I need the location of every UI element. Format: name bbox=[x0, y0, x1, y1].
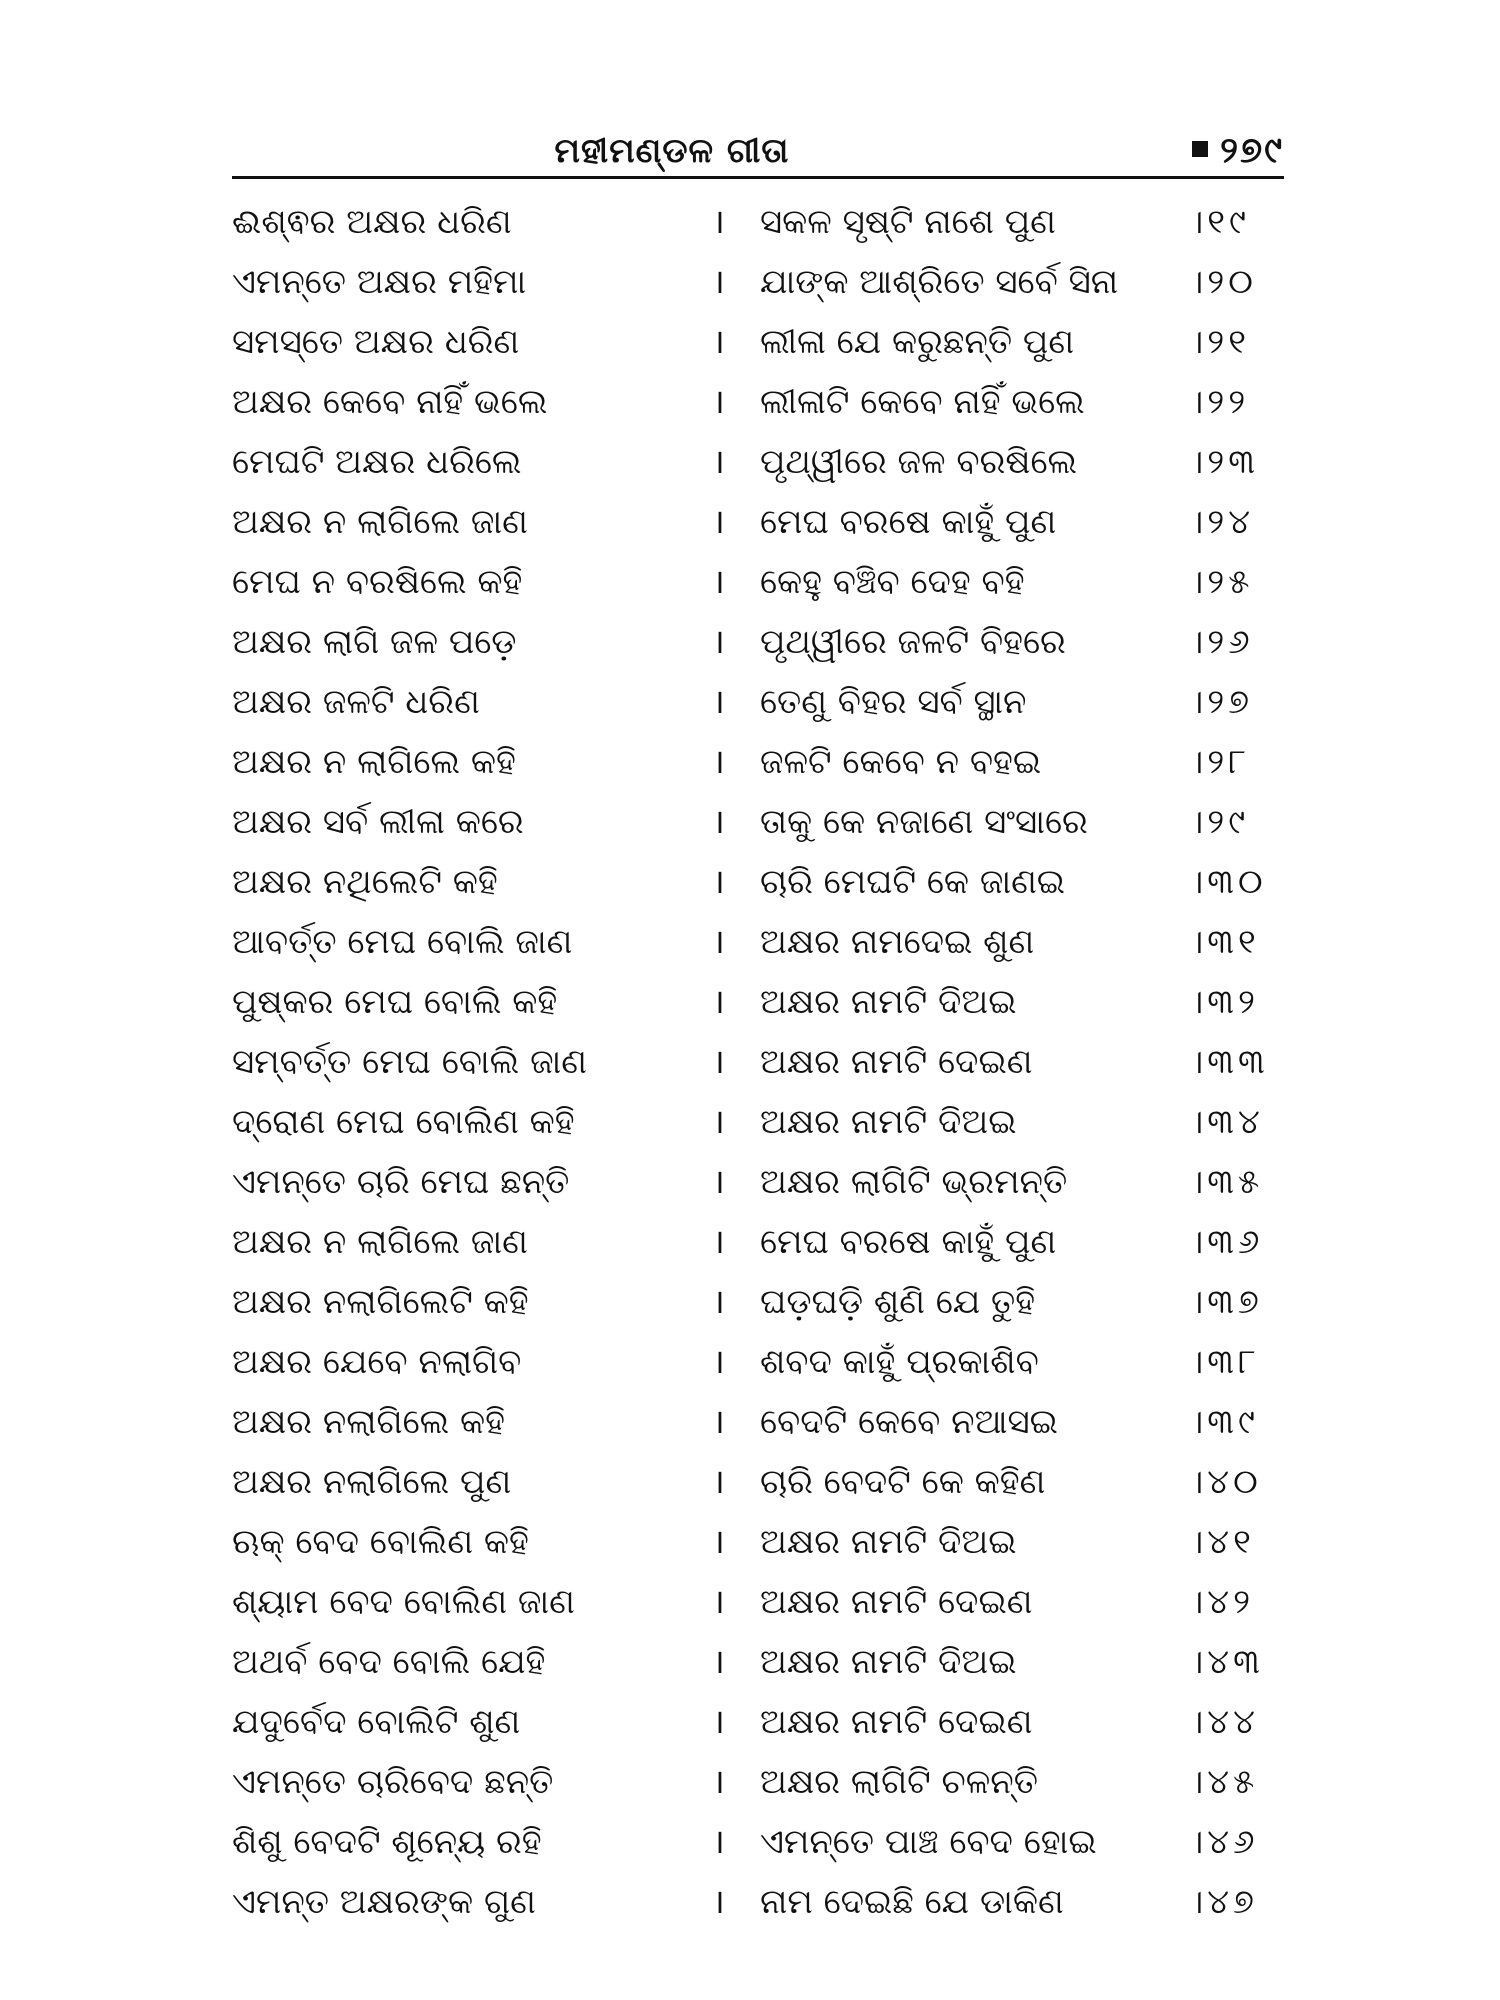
verse-number: ।୩୬ bbox=[1188, 1222, 1264, 1262]
page-header bbox=[232, 125, 1284, 177]
verse-first-half: ଅକ୍ଷର ନଥିଲେଟି କହି bbox=[232, 862, 498, 902]
verse-separator: । bbox=[712, 1702, 725, 1742]
verse-separator: । bbox=[712, 442, 725, 482]
verse-second-half: ତାକୁ କେ ନଜାଣେ ସଂସାରେ bbox=[760, 802, 1088, 842]
verse-second-half: ଘଡ଼ଘଡ଼ି ଶୁଣି ଯେ ତୁହି bbox=[760, 1282, 1036, 1322]
verse-row bbox=[0, 252, 1500, 312]
verse-first-half: ଅକ୍ଷର ନ ଲାଗିଲେ ଜାଣ bbox=[232, 1222, 528, 1262]
verse-separator: । bbox=[712, 1882, 725, 1922]
verse-second-half: ଚାରି ବେଦଟି କେ କହିଣ bbox=[760, 1462, 1046, 1502]
verse-separator: । bbox=[712, 1042, 725, 1082]
verse-separator: । bbox=[712, 262, 725, 302]
verse-list bbox=[0, 192, 1500, 1932]
verse-separator: । bbox=[712, 1222, 725, 1262]
verse-first-half: ମେଘଟି ଅକ୍ଷର ଧରିଲେ bbox=[232, 442, 522, 482]
verse-number: ।୪୪ bbox=[1188, 1702, 1259, 1742]
verse-row bbox=[0, 612, 1500, 672]
verse-row bbox=[0, 1092, 1500, 1152]
verse-row bbox=[0, 1392, 1500, 1452]
verse-row bbox=[0, 1032, 1500, 1092]
verse-second-half: ଅକ୍ଷର ନାମଟି ଦିଅଇ bbox=[760, 1522, 1017, 1562]
verse-separator: । bbox=[712, 562, 725, 602]
verse-separator: । bbox=[712, 1462, 725, 1502]
verse-second-half: ଶବଦ କାହୁଁ ପ୍ରକାଶିବ bbox=[760, 1342, 1039, 1382]
verse-second-half: ଚାରି ମେଘଟି କେ ଜାଣଇ bbox=[760, 862, 1066, 902]
verse-number: ।୩୯ bbox=[1188, 1402, 1259, 1442]
verse-first-half: ସମସ୍ତେ ଅକ୍ଷର ଧରିଣ bbox=[232, 322, 520, 362]
verse-number: ।୨୪ bbox=[1188, 502, 1255, 542]
verse-separator: । bbox=[712, 382, 725, 422]
verse-separator: । bbox=[712, 622, 725, 662]
verse-first-half: ଏମନ୍ତେ ଅକ୍ଷର ମହିମା bbox=[232, 262, 527, 302]
verse-first-half: ଦ୍ରୋଣ ମେଘ ବୋଲିଣ କହି bbox=[232, 1102, 575, 1142]
verse-separator: । bbox=[712, 1402, 725, 1442]
verse-row bbox=[0, 1332, 1500, 1392]
verse-separator: । bbox=[712, 1102, 725, 1142]
verse-first-half: ଏମନ୍ତ ଅକ୍ଷରଙ୍କ ଗୁଣ bbox=[232, 1882, 536, 1922]
verse-second-half: ଅକ୍ଷର ନାମଟି ଦିଅଇ bbox=[760, 1642, 1017, 1682]
verse-second-half: ପୃଥ୍ୱୀରେ ଜଳ ବରଷିଲେ bbox=[760, 442, 1078, 482]
verse-number: ।୨୮ bbox=[1188, 742, 1250, 782]
verse-second-half: ଅକ୍ଷର ନାମଦେଇ ଶୁଣ bbox=[760, 922, 1035, 962]
verse-number: ।୩୦ bbox=[1188, 862, 1267, 902]
verse-second-half: ସକଳ ସୃଷ୍ଟି ନାଶେ ପୁଣ bbox=[760, 202, 1056, 242]
verse-number: ।୪୬ bbox=[1188, 1822, 1259, 1862]
verse-second-half: ଅକ୍ଷର ଲାଗିଟି ଚଳନ୍ତି bbox=[760, 1762, 1038, 1802]
verse-separator: । bbox=[712, 1642, 725, 1682]
square-bullet-icon bbox=[1192, 141, 1208, 157]
header-rule bbox=[232, 176, 1284, 179]
verse-number: ।୨୯ bbox=[1188, 802, 1250, 842]
verse-number: ।୨୫ bbox=[1188, 562, 1254, 602]
verse-first-half: ଅକ୍ଷର ନ ଲାଗିଲେ ଜାଣ bbox=[232, 502, 528, 542]
verse-first-half: ଅକ୍ଷର ଜଳଟି ଧରିଣ bbox=[232, 682, 480, 722]
verse-number: ।୪୦ bbox=[1188, 1462, 1262, 1502]
verse-first-half: ମେଘ ନ ବରଷିଲେ କହି bbox=[232, 562, 523, 602]
verse-row bbox=[0, 972, 1500, 1032]
verse-first-half: ଅକ୍ଷର ନଲାଗିଲେ ପୁଣ bbox=[232, 1462, 512, 1502]
verse-row bbox=[0, 1452, 1500, 1512]
page-number bbox=[1192, 125, 1284, 177]
verse-row bbox=[0, 732, 1500, 792]
verse-second-half: ଅକ୍ଷର ନାମଟି ଦିଅଇ bbox=[760, 1102, 1017, 1142]
verse-separator: । bbox=[712, 682, 725, 722]
verse-first-half: ଅକ୍ଷର କେବେ ନାହିଁ ଭଲେ bbox=[232, 382, 548, 422]
verse-number: ।୨୬ bbox=[1188, 622, 1254, 662]
verse-separator: । bbox=[712, 1522, 725, 1562]
verse-first-half: ଅକ୍ଷର ସର୍ବ ଲୀଳା କରେ bbox=[232, 802, 524, 842]
verse-second-half: ଲୀଳା ଯେ କରୁଛନ୍ତି ପୁଣ bbox=[760, 322, 1075, 362]
verse-row bbox=[0, 492, 1500, 552]
verse-row bbox=[0, 1872, 1500, 1932]
verse-second-half: ଅକ୍ଷର ନାମଟି ଦେଇଣ bbox=[760, 1582, 1033, 1622]
verse-number: ।୨୩ bbox=[1188, 442, 1259, 482]
verse-row bbox=[0, 1152, 1500, 1212]
verse-number: ।୩୭ bbox=[1188, 1282, 1263, 1322]
verse-number: ।୩୨ bbox=[1188, 982, 1259, 1022]
verse-number: ।୪୩ bbox=[1188, 1642, 1264, 1682]
verse-first-half: ଆବର୍ତ୍ତ ମେଘ ବୋଲି ଜାଣ bbox=[232, 922, 573, 962]
verse-second-half: ମେଘ ବରଷେ କାହୁଁ ପୁଣ bbox=[760, 502, 1057, 542]
book-title: ମହୀମଣ୍ଡଳ ଗୀତା bbox=[554, 131, 790, 171]
verse-second-half: ଅକ୍ଷର ଲାଗିଟି ଭ୍ରମନ୍ତି bbox=[760, 1162, 1068, 1202]
verse-second-half: ପୃଥ୍ୱୀରେ ଜଳଟି ବିହରେ bbox=[760, 622, 1066, 662]
verse-row bbox=[0, 1212, 1500, 1272]
verse-first-half: ଅଥର୍ବ ବେଦ ବୋଲି ଯେହି bbox=[232, 1642, 546, 1682]
verse-row bbox=[0, 672, 1500, 732]
verse-row bbox=[0, 432, 1500, 492]
verse-separator: । bbox=[712, 202, 725, 242]
verse-separator: । bbox=[712, 1822, 725, 1862]
verse-row bbox=[0, 792, 1500, 852]
verse-row bbox=[0, 852, 1500, 912]
verse-separator: । bbox=[712, 1582, 725, 1622]
verse-row bbox=[0, 1272, 1500, 1332]
verse-first-half: ଏମନ୍ତେ ଚାରିବେଦ ଛନ୍ତି bbox=[232, 1762, 554, 1802]
verse-row bbox=[0, 1692, 1500, 1752]
verse-row bbox=[0, 372, 1500, 432]
verse-number: ।୩୪ bbox=[1188, 1102, 1264, 1142]
verse-second-half: କେହୁ ବଞ୍ଚିବ ଦେହ ବହି bbox=[760, 562, 1025, 602]
verse-separator: । bbox=[712, 1162, 725, 1202]
verse-first-half: ଅକ୍ଷର ନ ଲାଗିଲେ କହି bbox=[232, 742, 516, 782]
verse-number: ।୪୫ bbox=[1188, 1762, 1259, 1802]
verse-separator: । bbox=[712, 1762, 725, 1802]
verse-second-half: ଅକ୍ଷର ନାମଟି ଦେଇଣ bbox=[760, 1042, 1033, 1082]
verse-number: ।୩୧ bbox=[1188, 922, 1260, 962]
verse-first-half: ଅକ୍ଷର ଲାଗି ଜଳ ପଡ଼େ bbox=[232, 622, 517, 662]
verse-number: ।୨୧ bbox=[1188, 322, 1250, 362]
verse-row bbox=[0, 1512, 1500, 1572]
verse-first-half: ଯଦୁର୍ବେଦ ବୋଲିଟି ଶୁଣ bbox=[232, 1702, 521, 1742]
verse-number: ।୧୯ bbox=[1188, 202, 1250, 242]
verse-first-half: ଶ୍ୟାମ ବେଦ ବୋଲିଣ ଜାଣ bbox=[232, 1582, 575, 1622]
verse-row bbox=[0, 192, 1500, 252]
verse-separator: । bbox=[712, 502, 725, 542]
verse-first-half: ପୁଷ୍କର ମେଘ ବୋଲି କହି bbox=[232, 982, 558, 1022]
verse-row bbox=[0, 312, 1500, 372]
verse-second-half: ଅକ୍ଷର ନାମଟି ଦିଅଇ bbox=[760, 982, 1017, 1022]
verse-first-half: ଶିଶୁ ବେଦଟି ଶୂନ୍ୟେ ରହି bbox=[232, 1822, 542, 1862]
verse-first-half: ଏମନ୍ତେ ଚାରି ମେଘ ଛନ୍ତି bbox=[232, 1162, 570, 1202]
verse-number: ।୨୭ bbox=[1188, 682, 1254, 722]
verse-second-half: ନାମ ଦେଇଛି ଯେ ଡାକିଣ bbox=[760, 1882, 1064, 1922]
verse-second-half: ଲୀଳାଟି କେବେ ନାହିଁ ଭଲେ bbox=[760, 382, 1085, 422]
verse-second-half: ଜଳଟି କେବେ ନ ବହଇ bbox=[760, 742, 1042, 782]
verse-number: ।୨୦ bbox=[1188, 262, 1257, 302]
verse-separator: । bbox=[712, 1282, 725, 1322]
verse-second-half: ଯାଙ୍କ ଆଶ୍ରିତେ ସର୍ବେ ସିନା bbox=[760, 262, 1119, 302]
verse-number: ।୨୨ bbox=[1188, 382, 1250, 422]
page-number-text: ୨୭୯ bbox=[1220, 130, 1284, 171]
verse-number: ।୩୮ bbox=[1188, 1342, 1260, 1382]
verse-separator: । bbox=[712, 862, 725, 902]
verse-row bbox=[0, 1632, 1500, 1692]
verse-second-half: ତେଣୁ ବିହର ସର୍ବ ସ୍ଥାନ bbox=[760, 682, 1027, 722]
verse-row bbox=[0, 552, 1500, 612]
verse-separator: । bbox=[712, 1342, 725, 1382]
verse-first-half: ଅକ୍ଷର ନଲାଗିଲେ କହି bbox=[232, 1402, 505, 1442]
verse-second-half: ଅକ୍ଷର ନାମଟି ଦେଇଣ bbox=[760, 1702, 1033, 1742]
verse-separator: । bbox=[712, 802, 725, 842]
verse-separator: । bbox=[712, 982, 725, 1022]
verse-first-half: ଅକ୍ଷର ଯେବେ ନଲାଗିବ bbox=[232, 1342, 522, 1382]
verse-first-half: ଋକ୍ ବେଦ ବୋଲିଣ କହି bbox=[232, 1522, 529, 1562]
verse-row bbox=[0, 912, 1500, 972]
verse-number: ।୪୧ bbox=[1188, 1522, 1255, 1562]
verse-second-half: ମେଘ ବରଷେ କାହୁଁ ପୁଣ bbox=[760, 1222, 1057, 1262]
verse-separator: । bbox=[712, 922, 725, 962]
verse-first-half: ଅକ୍ଷର ନଲାଗିଲେଟି କହି bbox=[232, 1282, 529, 1322]
verse-first-half: ଈଶ୍ଵର ଅକ୍ଷର ଧରିଣ bbox=[232, 202, 512, 242]
verse-separator: । bbox=[712, 742, 725, 782]
verse-second-half: ବେଦଟି କେବେ ନଆସଇ bbox=[760, 1402, 1058, 1442]
verse-first-half: ସମ୍ବର୍ତ୍ତ ମେଘ ବୋଲି ଜାଣ bbox=[232, 1042, 588, 1082]
verse-row bbox=[0, 1812, 1500, 1872]
verse-number: ।୩୩ bbox=[1188, 1042, 1269, 1082]
verse-second-half: ଏମନ୍ତେ ପାଞ୍ଚ ବେଦ ହୋଇ bbox=[760, 1822, 1097, 1862]
verse-number: ।୪୭ bbox=[1188, 1882, 1258, 1922]
verse-number: ।୩୫ bbox=[1188, 1162, 1264, 1202]
verse-number: ।୪୨ bbox=[1188, 1582, 1255, 1622]
verse-row bbox=[0, 1572, 1500, 1632]
verse-separator: । bbox=[712, 322, 725, 362]
verse-row bbox=[0, 1752, 1500, 1812]
